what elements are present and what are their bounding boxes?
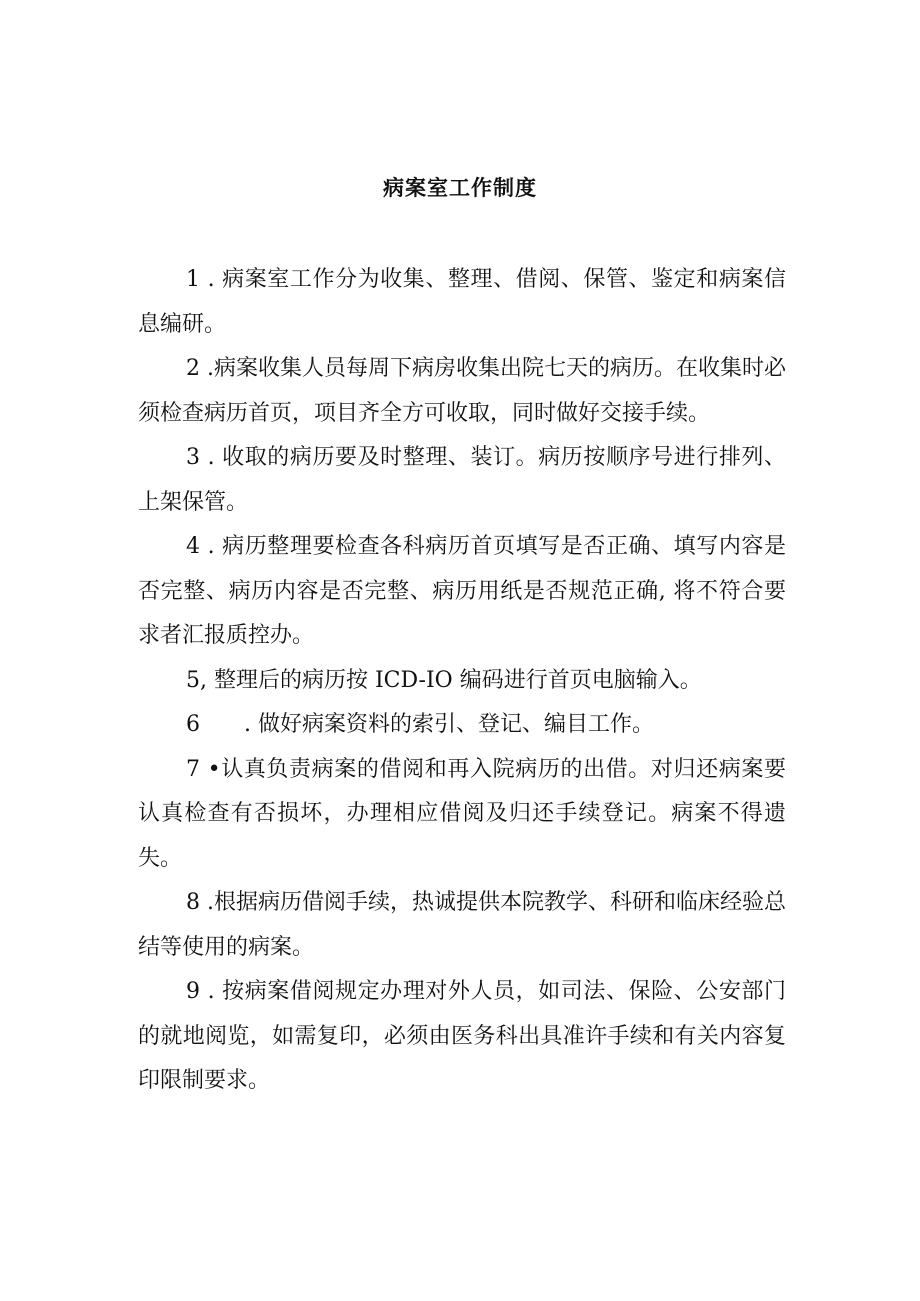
paragraph-8: 8 .根据病历借阅手续，热诚提供本院教学、科研和临床经验总结等使用的病案。 [138,890,786,960]
document-title: 病案室工作制度 [383,176,537,200]
paragraph-3: 3 . 收取的病历要及时整理、装订。病历按顺序号进行排列、上架保管。 [138,445,786,515]
paragraph-5: 5, 整理后的病历按 ICD-IO 编码进行首页电脑输入。 [186,667,702,693]
paragraph-7: 7 •认真负责病案的借阅和再入院病历的出借。对归还病案要认真检查有否损坏，办理相应借阅及归还手续登记。病案不得遗失。 [138,756,786,871]
document-body [138,258,786,1104]
paragraph-4: 4 . 病历整理要检查各科病历首页填写是否正确、填写内容是否完整、病历内容是否完整、病历用纸是否规范正确, 将不符合要求者汇报质控办。 [138,534,786,648]
paragraph-1: 1 . 病案室工作分为收集、整理、借阅、保管、鉴定和病案信息编研。 [138,267,786,337]
paragraph-2: 2 .病案收集人员每周下病房收集出院七天的病历。在收集时必须检查病历首页，项目齐全方可收取，同时做好交接手续。 [138,356,786,426]
paragraph-9: 9 . 按病案借阅规定办理对外人员，如司法、保险、公安部门的就地阅览，如需复印，必须由医务科出具准许手续和有关内容复印限制要求。 [138,979,786,1093]
paragraph-6: 6 . 做好病案资料的索引、登记、编目工作。 [186,712,654,737]
